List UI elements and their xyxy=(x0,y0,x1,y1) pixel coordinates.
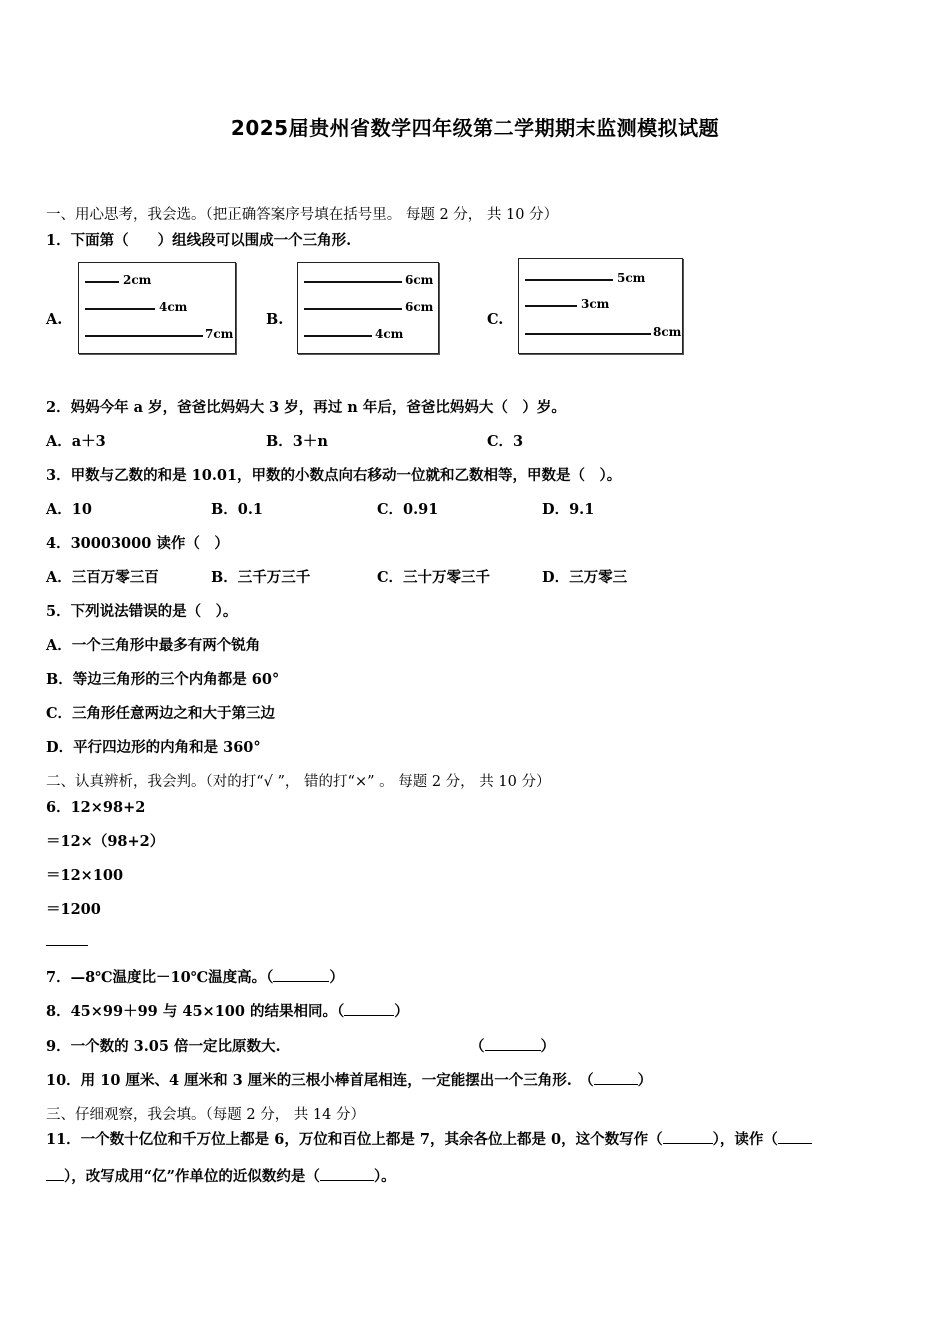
q11-blank-written[interactable] xyxy=(663,1129,713,1144)
q2-option-c: C．3 xyxy=(487,433,524,450)
q1-figure-c xyxy=(518,258,683,354)
question-8 xyxy=(46,1000,409,1021)
segment-label: 6cm xyxy=(405,273,434,287)
question-7 xyxy=(46,966,344,987)
question-10 xyxy=(46,1069,652,1090)
q1-option-b-label: B. xyxy=(266,311,284,328)
segment-label: 4cm xyxy=(375,327,404,341)
q4-option-d: D．三万零三 xyxy=(542,569,628,586)
segment-label: 7cm xyxy=(205,327,234,341)
question-9 xyxy=(46,1035,281,1056)
q2-option-a: A．a＋3 xyxy=(46,433,106,450)
q1-option-c-label: C. xyxy=(487,311,504,328)
q4-option-a: A．三百万零三百 xyxy=(46,569,159,586)
question-5-stem: 5．下列说法错误的是（ ）。 xyxy=(46,603,238,620)
q9-open: （ xyxy=(470,1038,485,1055)
segment xyxy=(304,308,402,310)
q3-option-c: C．0.91 xyxy=(377,501,439,518)
q11-part1: 11．一个数十亿位和千万位上都是 6，万位和百位上都是 7，其余各位上都是 0，这个数写作（ xyxy=(46,1131,663,1148)
q5-option-d: D．平行四边形的内角和是 360° xyxy=(46,739,261,756)
segment-label: 8cm xyxy=(653,325,682,339)
q10-text: 10．用 10 厘米、4 厘米和 3 厘米的三根小棒首尾相连，一定能摆出一个三角形. （ xyxy=(46,1072,594,1089)
q11-part2: ），读作（ xyxy=(712,1131,778,1148)
question-4-stem: 4．30003000 读作（ ） xyxy=(46,535,229,552)
segment xyxy=(525,305,577,307)
question-11-line-1 xyxy=(46,1128,812,1149)
question-6-line-3: ＝12×100 xyxy=(46,867,124,884)
q11-blank-read[interactable] xyxy=(778,1129,812,1144)
q8-answer-blank[interactable] xyxy=(344,1001,394,1016)
q7-answer-blank[interactable] xyxy=(273,967,329,982)
segment xyxy=(85,335,203,337)
q3-option-b: B．0.1 xyxy=(211,501,263,518)
segment xyxy=(85,281,119,283)
question-6-line-4: ＝1200 xyxy=(46,901,101,918)
q9-answer-blank[interactable] xyxy=(485,1036,541,1051)
q11-part3: ），改写成用“亿”作单位的近似数约是（ xyxy=(64,1168,320,1185)
q1-option-a-label: A. xyxy=(46,311,63,328)
question-6-line-2: ＝12×（98+2） xyxy=(46,833,165,850)
q2-option-b: B．3＋n xyxy=(266,433,328,450)
segment xyxy=(525,279,613,281)
q3-option-d: D．9.1 xyxy=(542,501,595,518)
question-1-stem: 1．下面第（ ）组线段可以围成一个三角形. xyxy=(46,232,352,249)
segment xyxy=(304,281,402,283)
segment xyxy=(525,333,651,335)
segment xyxy=(85,308,155,310)
q3-option-a: A．10 xyxy=(46,501,92,518)
question-2-stem: 2．妈妈今年 a 岁，爸爸比妈妈大 3 岁，再过 n 年后，爸爸比妈妈大（ ）岁。 xyxy=(46,399,566,416)
q7-close: ） xyxy=(329,969,344,986)
question-6-line-1: 6．12×98+2 xyxy=(46,799,146,816)
q4-option-b: B．三千万三千 xyxy=(211,569,311,586)
q10-close: ） xyxy=(637,1072,653,1089)
q10-answer-blank[interactable] xyxy=(594,1070,638,1085)
segment xyxy=(304,335,372,337)
q4-option-c: C．三十万零三千 xyxy=(377,569,491,586)
q1-figure-a xyxy=(78,262,236,354)
question-3-stem: 3．甲数与乙数的和是 10.01，甲数的小数点向右移动一位就和乙数相等，甲数是（ ）。 xyxy=(46,467,622,484)
section-1-heading: 一、用心思考，我会选。（把正确答案序号填在括号里。 每题 2 分， 共 10 分） xyxy=(46,207,559,223)
section-3-heading: 三、仔细观察，我会填。（每题 2 分， 共 14 分） xyxy=(46,1107,365,1123)
q5-option-b: B．等边三角形的三个内角都是 60° xyxy=(46,671,280,688)
page-title: 2025届贵州省数学四年级第二学期期末监测模拟试题 xyxy=(230,116,720,140)
q8-close: ） xyxy=(394,1003,409,1020)
q7-text: 7．—8℃温度比－10℃温度高。（ xyxy=(46,969,274,986)
q9-text: 9．一个数的 3.05 倍一定比原数大. xyxy=(46,1038,281,1055)
question-11-line-2 xyxy=(46,1165,396,1186)
q1-figure-b xyxy=(297,262,439,354)
segment-label: 3cm xyxy=(581,297,610,311)
q11-blank-approx[interactable] xyxy=(320,1166,374,1181)
q9-answer xyxy=(470,1035,555,1056)
q6-answer-blank[interactable] xyxy=(46,945,88,946)
section-2-heading: 二、认真辨析，我会判。（对的打“√ ”， 错的打“×” 。 每题 2 分， 共 10 分） xyxy=(46,774,551,790)
q9-close: ） xyxy=(540,1038,555,1055)
segment-label: 2cm xyxy=(123,273,152,287)
segment-label: 5cm xyxy=(617,271,646,285)
segment-label: 6cm xyxy=(405,300,434,314)
q5-option-c: C．三角形任意两边之和大于第三边 xyxy=(46,705,276,722)
q11-blank-read-cont[interactable] xyxy=(46,1166,64,1181)
segment-label: 4cm xyxy=(159,300,188,314)
q5-option-a: A．一个三角形中最多有两个锐角 xyxy=(46,637,261,654)
q8-text: 8．45×99＋99 与 45×100 的结果相同。（ xyxy=(46,1003,345,1020)
q11-part4: ）。 xyxy=(373,1168,396,1185)
